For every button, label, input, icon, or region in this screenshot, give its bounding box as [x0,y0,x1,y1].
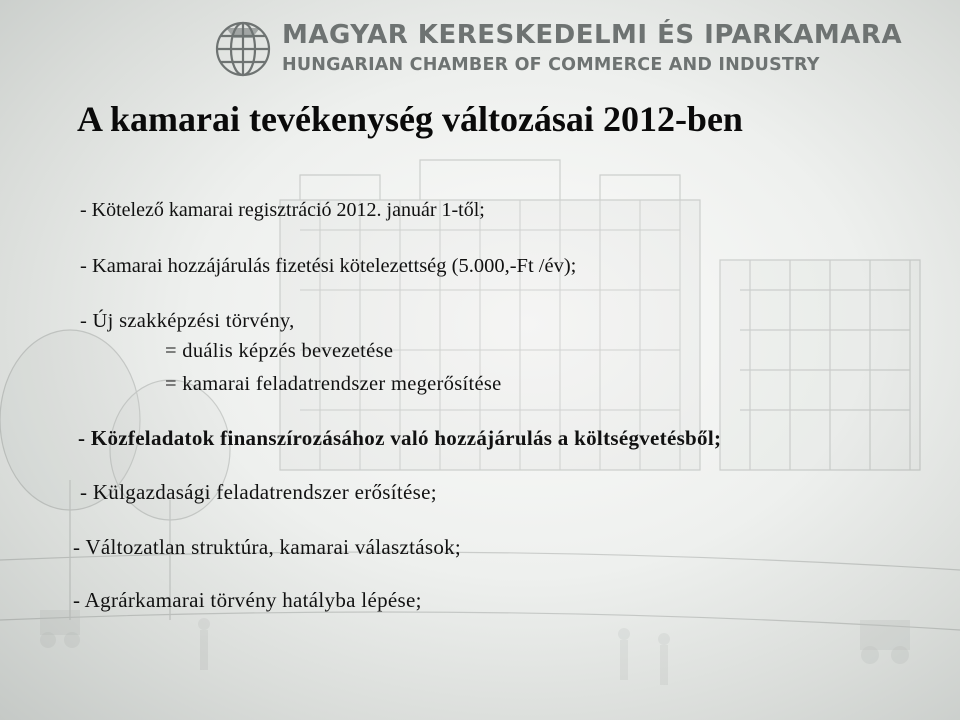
sub-bullet-strengthen-tasks: = kamarai feladatrendszer megerősítése [165,373,502,395]
slide-title: A kamarai tevékenység változásai 2012-ben [77,99,743,139]
bullet-public-task-financing: - Közfeladatok finanszírozásához való hozzájárulás a költségvetésből; [78,426,722,450]
bullet-unchanged-structure: - Változatlan struktúra, kamarai választások; [73,535,462,559]
organization-name-hungarian: MAGYAR KERESKEDELMI ÉS IPARKAMARA [282,20,903,50]
organization-name-english: HUNGARIAN CHAMBER OF COMMERCE AND INDUSTRY [282,55,820,75]
bullet-foreign-economic-tasks: - Külgazdasági feladatrendszer erősítése; [80,480,437,504]
bullet-mandatory-registration: - Kötelező kamarai regisztráció 2012. január 1-től; [80,199,485,221]
chamber-logo-header [212,18,903,80]
bullet-agricultural-chamber-law: - Agrárkamarai törvény hatályba lépése; [73,588,422,612]
sub-bullet-dual-training: = duális képzés bevezetése [165,340,394,362]
bullet-chamber-contribution: - Kamarai hozzájárulás fizetési kötelezettség (5.000,-Ft /év); [80,255,577,277]
chamber-globe-logo-icon [212,18,274,80]
bullet-vocational-training-law: - Új szakképzési törvény, [80,310,295,332]
